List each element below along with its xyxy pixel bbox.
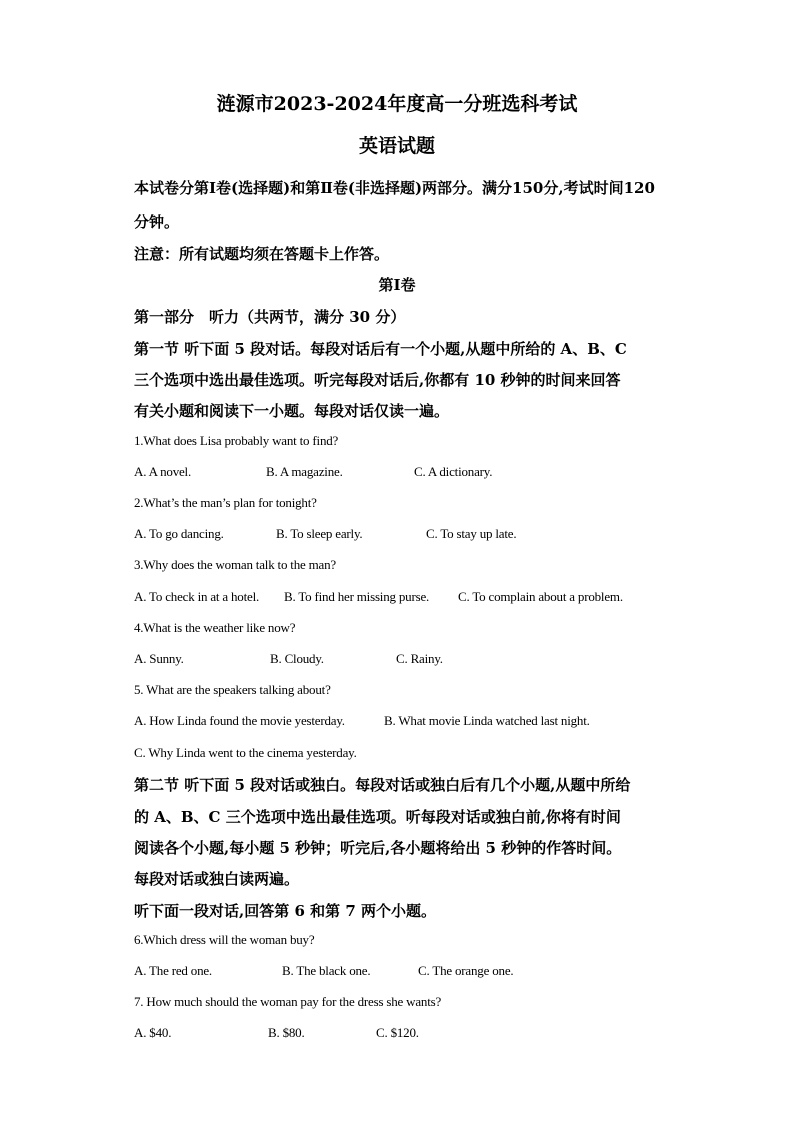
- q1-option-c: C. A dictionary.: [414, 464, 493, 479]
- q4-option-a: A. Sunny.: [134, 651, 184, 666]
- section2-line-4: 每段对话或独白读两遍。: [134, 870, 300, 888]
- q3-option-b: B. To find her missing purse.: [284, 589, 430, 604]
- q2-option-a: A. To go dancing.: [134, 526, 224, 541]
- section2-instruction: 听下面一段对话,回答第 6 和第 7 两个小题。: [134, 902, 436, 920]
- q2-option-c: C. To stay up late.: [426, 526, 517, 541]
- q1-option-a: A. A novel.: [134, 464, 192, 479]
- intro-line-2: 分钟。: [134, 213, 180, 231]
- section2-line-1: 第二节 听下面 5 段对话或独白。每段对话或独白后有几个小题,从题中所给: [134, 776, 631, 794]
- q5-option-c: C. Why Linda went to the cinema yesterday.: [134, 745, 357, 760]
- section2-line-2: 的 A、B、C 三个选项中选出最佳选项。听每段对话或独白前,你将有时间: [134, 808, 621, 826]
- q4-option-b: B. Cloudy.: [270, 651, 324, 666]
- q7-option-c: C. $120.: [376, 1025, 419, 1040]
- q6-option-b: B. The black one.: [282, 963, 371, 978]
- section1-line-1: 第一节 听下面 5 段对话。每段对话后有一个小题,从题中所给的 A、B、C: [134, 340, 627, 358]
- question-1: 1.What does Lisa probably want to find?: [134, 433, 339, 448]
- question-3: 3.Why does the woman talk to the man?: [134, 557, 336, 572]
- q7-option-b: B. $80.: [268, 1025, 305, 1040]
- question-2: 2.What’s the man’s plan for tonight?: [134, 495, 317, 510]
- q5-option-b: B. What movie Linda watched last night.: [384, 713, 590, 728]
- q6-option-c: C. The orange one.: [418, 963, 514, 978]
- part1-heading: 第一部分 听力（共两节，满分 30 分）: [134, 308, 406, 326]
- notice-text: 注意：所有试题均须在答题卡上作答。: [134, 245, 390, 263]
- volume-heading: 第Ⅰ卷: [378, 276, 416, 294]
- q6-option-a: A. The red one.: [134, 963, 212, 978]
- q3-option-a: A. To check in at a hotel.: [134, 589, 260, 604]
- intro-line-1: 本试卷分第Ⅰ卷(选择题)和第Ⅱ卷(非选择题)两部分。满分150分,考试时间120: [134, 179, 655, 197]
- q4-option-c: C. Rainy.: [396, 651, 443, 666]
- question-7: 7. How much should the woman pay for the dress she wants?: [134, 994, 442, 1009]
- question-4: 4.What is the weather like now?: [134, 620, 296, 635]
- exam-title: 涟源市2023-2024年度高一分班选科考试: [216, 93, 578, 115]
- section2-line-3: 阅读各个小题,每小题 5 秒钟；听完后,各小题将给出 5 秒钟的作答时间。: [134, 839, 622, 857]
- section1-line-2: 三个选项中选出最佳选项。听完每段对话后,你都有 10 秒钟的时间来回答: [134, 371, 621, 389]
- question-5: 5. What are the speakers talking about?: [134, 682, 331, 697]
- section1-line-3: 有关小题和阅读下一小题。每段对话仅读一遍。: [134, 402, 450, 420]
- q2-option-b: B. To sleep early.: [276, 526, 363, 541]
- exam-subtitle: 英语试题: [358, 135, 435, 157]
- q7-option-a: A. $40.: [134, 1025, 172, 1040]
- q1-option-b: B. A magazine.: [266, 464, 343, 479]
- q3-option-c: C. To complain about a problem.: [458, 589, 623, 604]
- question-6: 6.Which dress will the woman buy?: [134, 932, 315, 947]
- q5-option-a: A. How Linda found the movie yesterday.: [134, 713, 345, 728]
